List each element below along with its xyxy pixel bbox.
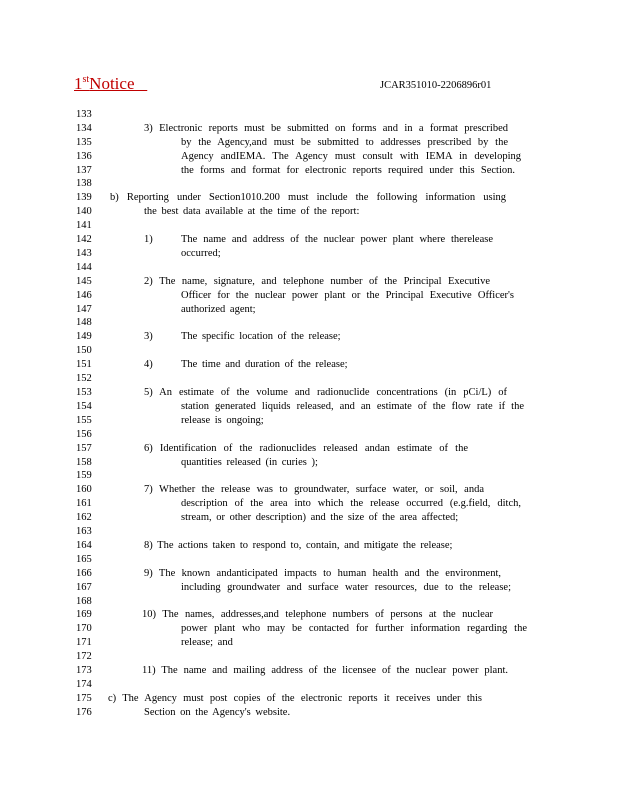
paragraph-line: 8) The actions taken to respond to, contain, and mitigate the release; — [144, 540, 453, 551]
line-number: 144 — [76, 262, 92, 273]
line-number: 159 — [76, 470, 92, 481]
line-number: 165 — [76, 554, 92, 565]
line-number: 143 — [76, 248, 92, 259]
line-number: 174 — [76, 679, 92, 690]
paragraph-line: occurred; — [181, 248, 221, 259]
notice-number: 1 — [74, 74, 83, 93]
paragraph-line: 7) Whether the release was to groundwater, surface water, or soil, anda — [144, 484, 484, 495]
line-number: 147 — [76, 304, 92, 315]
paragraph-line: 11) The name and mailing address of the licensee of the nuclear power plant. — [142, 665, 508, 676]
line-number: 137 — [76, 165, 92, 176]
line-number: 169 — [76, 609, 92, 620]
line-number: 160 — [76, 484, 92, 495]
list-marker: 1) — [144, 234, 153, 245]
line-number: 164 — [76, 540, 92, 551]
paragraph-line: c) The Agency must post copies of the electronic reports it receives under this — [108, 693, 482, 704]
line-number: 148 — [76, 317, 92, 328]
paragraph-line: including groundwater and surface water resources, due to the release; — [181, 582, 511, 593]
line-number: 168 — [76, 596, 92, 607]
line-number: 161 — [76, 498, 92, 509]
paragraph-line: 3) Electronic reports must be submitted on forms and in a format prescribed — [144, 123, 508, 134]
line-number: 153 — [76, 387, 92, 398]
paragraph-line: The time and duration of the release; — [181, 359, 348, 370]
notice-heading — [74, 74, 147, 94]
line-number: 141 — [76, 220, 92, 231]
line-number: 157 — [76, 443, 92, 454]
line-number: 151 — [76, 359, 92, 370]
line-number: 138 — [76, 178, 92, 189]
line-number: 156 — [76, 429, 92, 440]
paragraph-line: Section on the Agency's website. — [144, 707, 291, 718]
line-number: 154 — [76, 401, 92, 412]
line-number: 152 — [76, 373, 92, 384]
paragraph-line: authorized agent; — [181, 304, 256, 315]
line-number: 136 — [76, 151, 92, 162]
line-number: 135 — [76, 137, 92, 148]
paragraph-line: 9) The known andanticipated impacts to human health and the environment, — [144, 568, 501, 579]
paragraph-line: release; and — [181, 637, 233, 648]
paragraph-line: power plant who may be contacted for further information regarding the — [181, 623, 527, 634]
line-number: 146 — [76, 290, 92, 301]
line-number: 149 — [76, 331, 92, 342]
paragraph-line: The name and address of the nuclear power plant where therelease — [181, 234, 493, 245]
line-number: 176 — [76, 707, 92, 718]
line-number: 162 — [76, 512, 92, 523]
line-number: 142 — [76, 234, 92, 245]
paragraph-line: Officer for the nuclear power plant or the Principal Executive Officer's — [181, 290, 514, 301]
line-number: 155 — [76, 415, 92, 426]
paragraph-line: 2) The name, signature, and telephone number of the Principal Executive — [144, 276, 490, 287]
paragraph-line: quantities released (in curies ); — [181, 457, 318, 468]
line-number: 172 — [76, 651, 92, 662]
paragraph-line: by the Agency,and must be submitted to addresses prescribed by the — [181, 137, 508, 148]
line-number: 133 — [76, 109, 92, 120]
line-number: 158 — [76, 457, 92, 468]
paragraph-line: release is ongoing; — [181, 415, 264, 426]
paragraph-line: the forms and format for electronic reports required under this Section. — [181, 165, 515, 176]
paragraph-line: description of the area into which the release occurred (e.g.field, ditch, — [181, 498, 521, 509]
notice-ordinal-suffix: st — [82, 74, 90, 85]
line-number: 163 — [76, 526, 92, 537]
list-marker: 3) — [144, 331, 153, 342]
line-number: 173 — [76, 665, 92, 676]
line-number: 170 — [76, 623, 92, 634]
paragraph-line: 10) The names, addresses,and telephone numbers of persons at the nuclear — [142, 609, 493, 620]
list-marker: 4) — [144, 359, 153, 370]
paragraph-line: The specific location of the release; — [181, 331, 341, 342]
line-number: 166 — [76, 568, 92, 579]
paragraph-line: station generated liquids released, and an estimate of the flow rate if the — [181, 401, 524, 412]
line-number: 145 — [76, 276, 92, 287]
line-number: 167 — [76, 582, 92, 593]
line-number: 139 — [76, 192, 92, 203]
paragraph-line: the best data available at the time of the report: — [144, 206, 360, 217]
paragraph-line: 6) Identification of the radionuclides released andan estimate of the — [144, 443, 468, 454]
line-number: 175 — [76, 693, 92, 704]
line-number: 134 — [76, 123, 92, 134]
line-number: 171 — [76, 637, 92, 648]
jcar-code: JCAR351010-2206896r01 — [380, 80, 492, 91]
paragraph-line: Agency andIEMA. The Agency must consult with IEMA in developing — [181, 151, 521, 162]
notice-word: Notice — [89, 74, 135, 93]
line-number: 150 — [76, 345, 92, 356]
line-number: 140 — [76, 206, 92, 217]
paragraph-line: 5) An estimate of the volume and radionuclide concentrations (in pCi/L) of — [144, 387, 507, 398]
paragraph-line: b) Reporting under Section1010.200 must include the following information using — [110, 192, 506, 203]
paragraph-line: stream, or other description) and the size of the area affected; — [181, 512, 459, 523]
